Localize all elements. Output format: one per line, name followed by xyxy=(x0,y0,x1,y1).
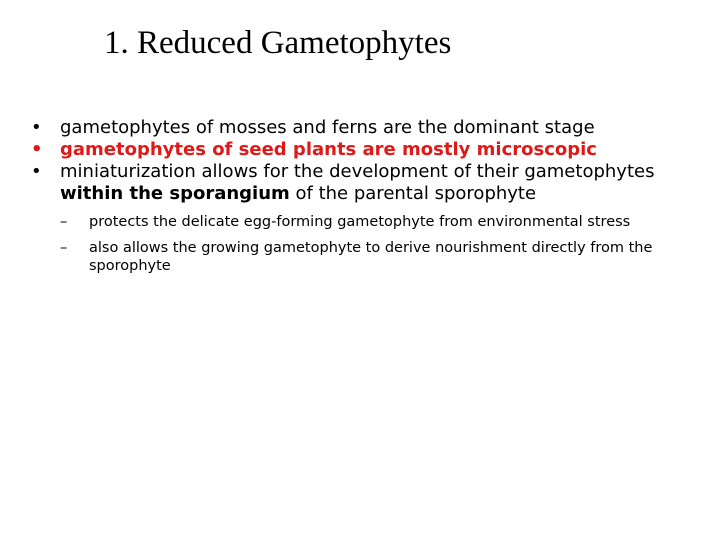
sub-bullet-item-2 xyxy=(60,239,700,275)
sub-bullet-list xyxy=(30,213,700,275)
bullet-text-after: of the parental sporophyte xyxy=(289,183,537,204)
sub-bullet-text: protects the delicate egg-forming gametophyte from environmental stress xyxy=(89,214,631,230)
bullet-text-emphasis: within the sporangium xyxy=(60,183,290,204)
bullet-item-1 xyxy=(30,117,700,139)
bullet-text: gametophytes of seed plants are mostly microscopic xyxy=(60,139,597,160)
bullet-marker: • xyxy=(31,117,42,138)
bullet-marker: • xyxy=(31,161,42,182)
bullet-item-3 xyxy=(30,161,700,205)
bullet-list xyxy=(30,117,700,283)
dash-marker: – xyxy=(60,240,68,256)
bullet-marker: • xyxy=(31,139,43,160)
dash-marker: – xyxy=(60,214,68,230)
sub-bullet-text: also allows the growing gametophyte to derive nourishment directly from the sporophyte xyxy=(89,240,653,274)
sub-bullet-item-1 xyxy=(60,213,700,231)
bullet-text-before: miniaturization allows for the development of their gametophytes xyxy=(60,161,655,182)
bullet-item-2 xyxy=(30,139,700,161)
bullet-text: gametophytes of mosses and ferns are the dominant stage xyxy=(60,117,595,138)
slide-title: 1. Reduced Gametophytes xyxy=(104,25,452,61)
